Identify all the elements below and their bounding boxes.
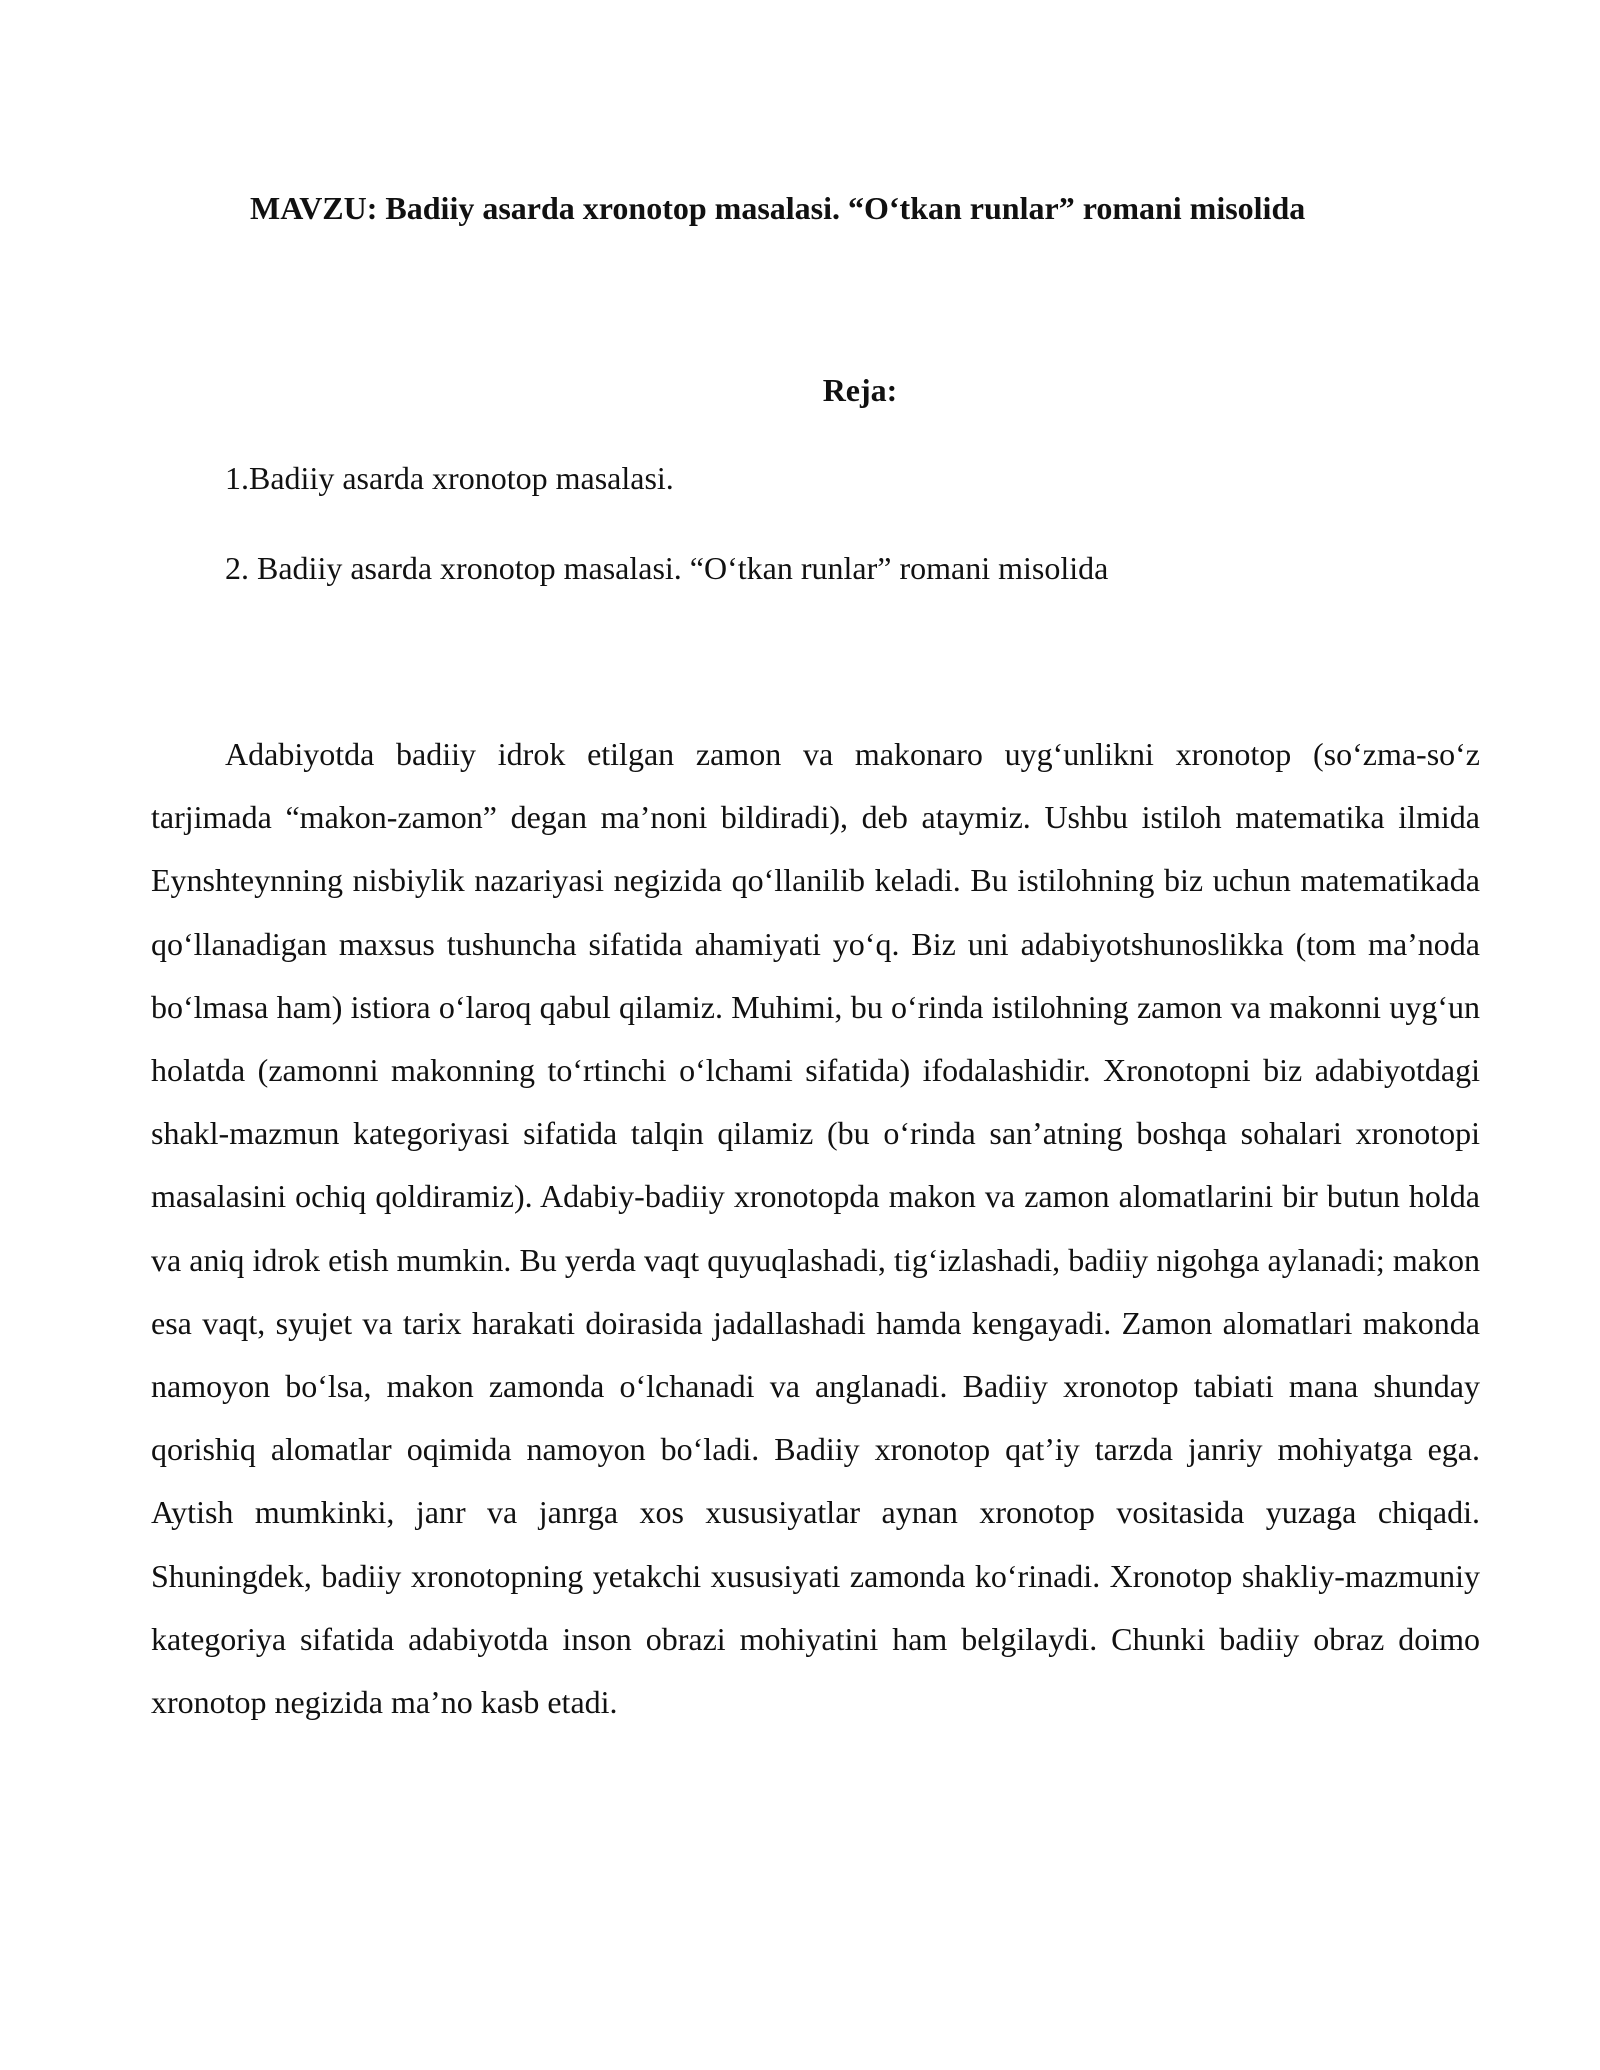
- document-title: MAVZU: Badiiy asarda xronotop masalasi. “O‘tkan runlar” romani misolida: [250, 190, 1306, 226]
- body-paragraph: Adabiyotda badiiy idrok etilgan zamon va makonaro uyg‘unlikni xronotop (so‘zma-so‘z tarjimada “makon-zamon” degan ma’noni bildiradi), deb ataymiz. Ushbu istiloh matematika ilmida Eynshteynning nisbiylik nazariyasi negizida qo‘llanilib keladi. Bu istilohning biz uchun matematikada qo‘llanadigan maxsus tushuncha sifatida ahamiyati yo‘q. Biz uni adabiyotshunoslikka (tom ma’noda bo‘lmasa ham) istiora o‘laroq qabul qilamiz. Muhimi, bu o‘rinda istilohning zamon va makonni uyg‘un holatda (zamonni makonning to‘rtinchi o‘lchami sifatida) ifodalashidir. Xronotopni biz adabiyotdagi shakl-mazmun kategoriyasi sifatida talqin qilamiz (bu o‘rinda san’atning boshqa sohalari xronotopi masalasini ochiq qoldiramiz). Adabiy-badiiy xronotopda makon va zamon alomatlarini bir butun holda va aniq idrok etish mumkin. Bu yerda vaqt quyuqlashadi, tig‘izlashadi, badiiy nigohga aylanadi; makon esa vaqt, syujet va tarix harakati doirasida jadallashadi hamda kengayadi. Zamon alomatlari makonda namoyon bo‘lsa, makon zamonda o‘lchanadi va anglanadi. Badiiy xronotop tabiati mana shunday qorishiq alomatlar oqimida namoyon bo‘ladi. Badiiy xronotop qat’iy tarzda janriy mohiyatga ega. Aytish mumkinki, janr va janrga xos xususiyatlar aynan xronotop vositasida yuzaga chiqadi. Shuningdek, badiiy xronotopning yetakchi xususiyati zamonda ko‘rinadi. Xronotop shakliy-mazmuniy kategoriya sifatida adabiyotda inson obrazi mohiyatini ham belgilaydi. Chunki badiiy obraz doimo xronotop negizida ma’no kasb etadi.: [151, 736, 1480, 1721]
- plan-item-2: 2. Badiiy asarda xronotop masalasi. “O‘tkan runlar” romani misolida: [225, 550, 1109, 586]
- plan-list: [225, 458, 1475, 638]
- plan-heading: Reja:: [822, 372, 898, 408]
- plan-item-1: 1.Badiiy asarda xronotop masalasi.: [225, 460, 674, 496]
